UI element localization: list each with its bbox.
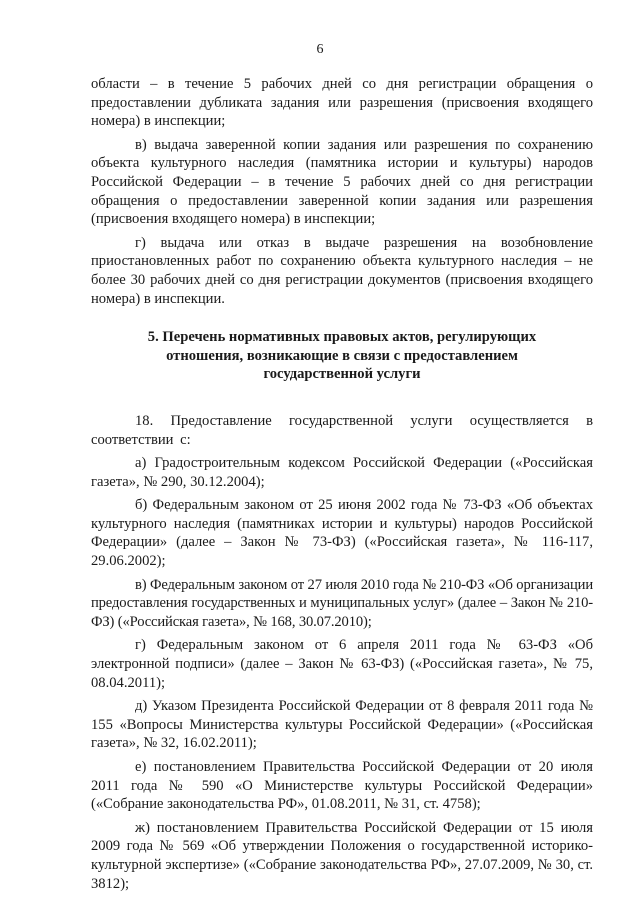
list-item-e: е) постановлением Правительства Российской Федерации от 20 июля 2011 года № 590 «О Министерстве культуры Российской Федерации» («Собрание законодательства РФ», 01.08.2011, № 31, ст. 4758); bbox=[91, 759, 593, 813]
section-heading-line: отношения, возникающие в связи с предоставлением bbox=[166, 347, 518, 364]
paragraph-item-g: г) выдача или отказ в выдаче разрешения на возобновление приостановленных работ по сохранению объекта культурного наследия – не более 30 рабочих дней со дня регистрации документов (присвоения входящего номера) в инспекции. bbox=[91, 234, 593, 307]
section-heading bbox=[91, 328, 593, 384]
list-item-d: д) Указом Президента Российской Федерации от 8 февраля 2011 года № 155 «Вопросы Министерства культуры Российской Федерации» («Российская газета», № 32, 16.02.2011); bbox=[91, 698, 593, 752]
paragraph-continuation: области – в течение 5 рабочих дней со дня регистрации обращения о предоставлении дубликата задания или разрешения (присвоения входящего номера) в инспекции; bbox=[91, 76, 593, 130]
paragraph-item-v: в) выдача заверенной копии задания или разрешения по сохранению объекта культурного наследия (памятника истории и культуры) народов Российской Федерации – в течение 5 рабочих дней со дня регистрации обращения о предоставлении заверенной копии задания или разрешения (присвоения входящего номера) в инспекции; bbox=[91, 136, 593, 228]
list-item-a: а) Градостроительным кодексом Российской Федерации («Российская газета», № 290, 30.12.2004); bbox=[91, 455, 593, 490]
list-item-g: г) Федеральным законом от 6 апреля 2011 года № 63-ФЗ «Об электронной подписи» (далее – Закон № 63-ФЗ) («Российская газета», № 75, 08.04.2011); bbox=[91, 637, 593, 691]
section-heading-line: государственной услуги bbox=[263, 366, 421, 383]
page-number: 6 bbox=[316, 42, 324, 57]
page-content bbox=[91, 75, 593, 893]
paragraph-18: 18. Предоставление государственной услуги осуществляется в соответствии с: bbox=[91, 412, 593, 448]
section-heading-line: 5. Перечень нормативных правовых актов, регулирующих bbox=[147, 329, 537, 346]
list-item-v: в) Федеральным законом от 27 июля 2010 года № 210-ФЗ «Об организации предоставления государственных и муниципальных услуг» (далее – Закон № 210-ФЗ) («Российская газета», № 168, 30.07.2010); bbox=[91, 576, 593, 630]
list-item-zh: ж) постановлением Правительства Российской Федерации от 15 июля 2009 года № 569 «Об утверждении Положения о государственной историко-культурной экспертизе» («Собрание законодательства РФ», 27.07.2009, № 30, ст. 3812); bbox=[91, 819, 593, 892]
list-item-b: б) Федеральным законом от 25 июня 2002 года № 73-ФЗ «Об объектах культурного наследия (памятниках истории и культуры) народов Российской Федерации» (далее – Закон № 73-ФЗ) («Российская газета», № 116-117, 29.06.2002); bbox=[91, 497, 593, 570]
